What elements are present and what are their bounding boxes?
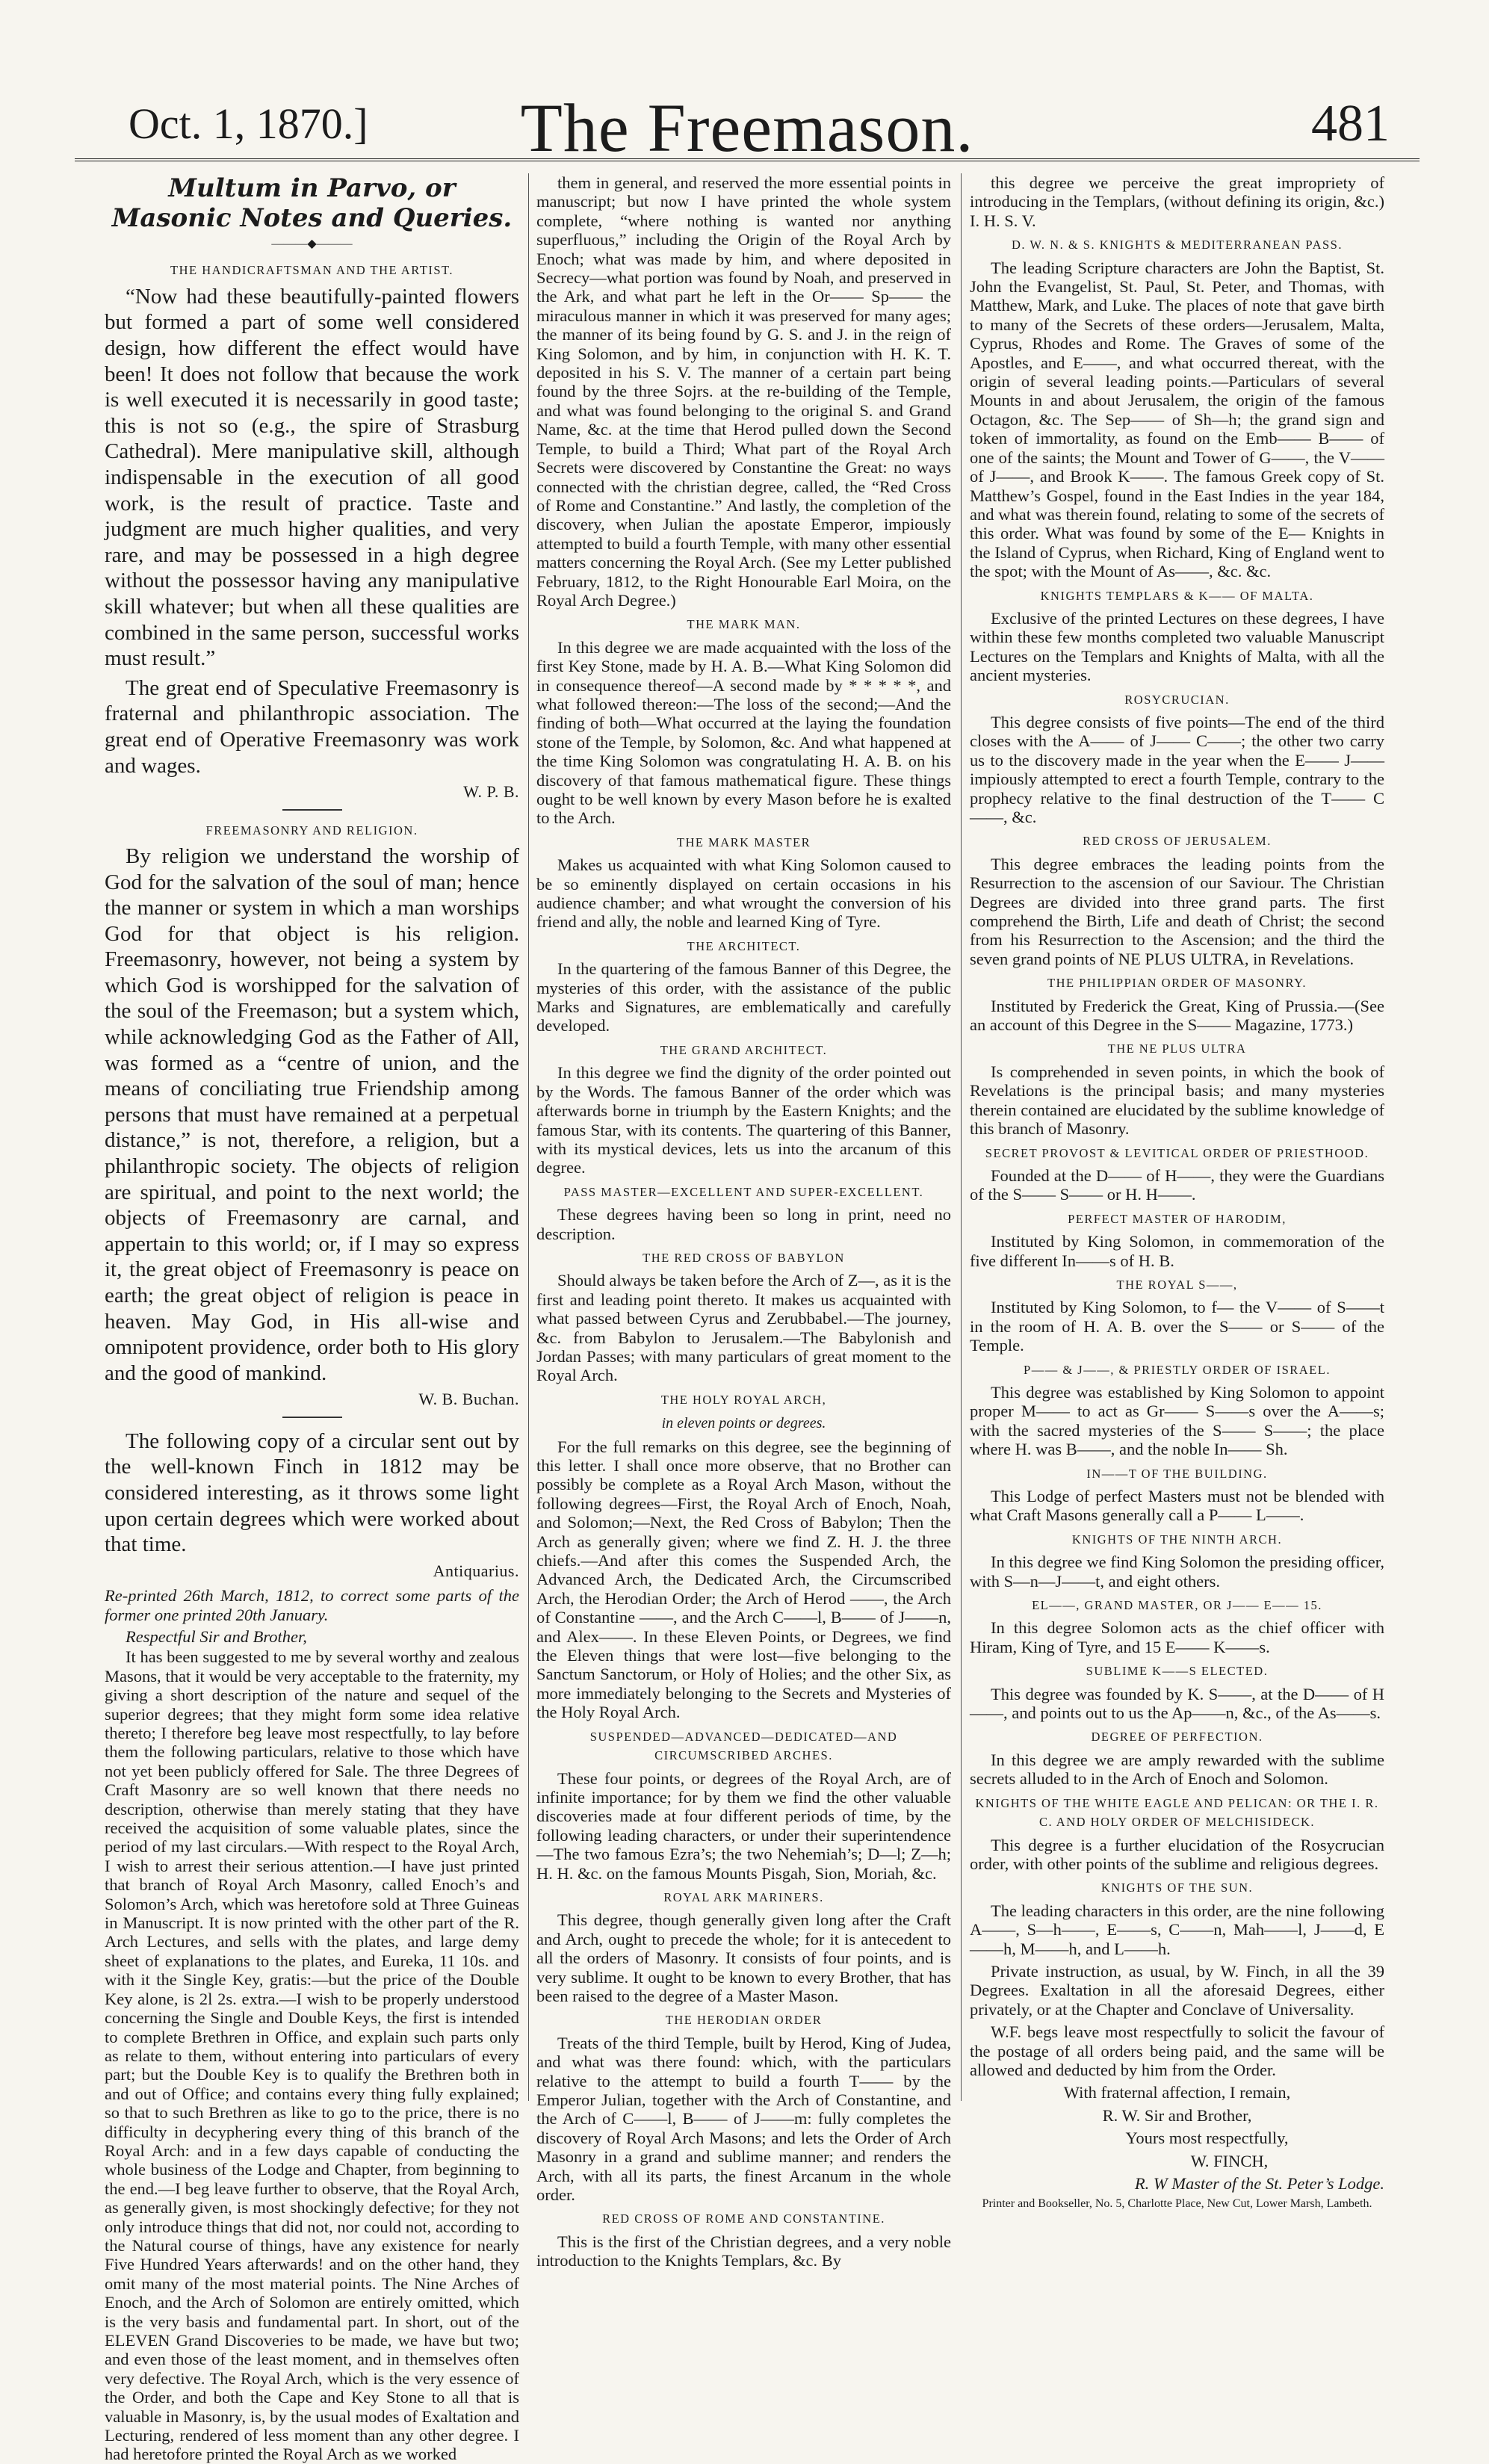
article-signature: W. P. B. bbox=[463, 782, 519, 802]
paragraph: W.F. begs leave most respectfully to solicit the favour of the postage of all orders being paid, and the same will be allowed and deducted by him from the Order. bbox=[970, 2022, 1384, 2079]
article-signature: W. B. Buchan. bbox=[418, 1390, 519, 1409]
paragraph: them in general, and reserved the more essential points in manuscript; but now I have printed the whole system complete, “where nothing is wanted nor anything superfluous,” including the Origin of the Royal Arch by Enoch; what was made by him, and where deposited in Secrecy—what portion was found by Noah, and preserved in the Ark, and what part he left in the Or—— Sp—— the miraculous manner in which it was preserved for many ages; the manner of its being found by G. S. and J. in the reign of King Solomon, and by him, in conjunction with H. K. T. deposited in his S. V. The manner of a certain part being found by the three Sojrs. at the re-building of the Temple, and what was found belonging to the original S. and Grand Name, &c. at the time that Herod pulled down the Second Temple, to build a Third; What part of the Royal Arch Secrets were discovered by Constantine the Great: no ways connected with the christian degree, called, the “Red Cross of Rome and Constantine.” And lastly, the completion of the discovery, when Julian the apostate Emperor, impiously attempted to build a fourth Temple, with many other essential matters concerning the Royal Arch. (See my Letter published February, 1812, to the Right Honourable Earl Moira, on the Royal Arch Degree.) bbox=[536, 173, 951, 610]
page-number: 481 bbox=[1311, 95, 1390, 152]
article-signature: Antiquarius. bbox=[433, 1561, 519, 1580]
paragraph: These four points, or degrees of the Royal Arch, are of infinite importance; for by them we find the other valuable discoveries made at four different periods of time, by the following leading characters, or under their superintendence—The two famous Ezra’s; the two Nehemiah’s; D—l; Z—h; H. H. &c. on the famous Mounts Pisgah, Sion, Moriah, &c. bbox=[536, 1768, 951, 1883]
paragraph: Is comprehended in seven points, in which the book of Revelations is the principal basis; and many mysteries therein contained are elucidated by the sublime knowledge of this branch of Masonry. bbox=[970, 1062, 1384, 1139]
reprint-note: Re-printed 26th March, 1812, to correct some parts of the former one printed 20th January. bbox=[105, 1586, 519, 1624]
degree-heading: D. W. N. & S. KNIGHTS & MEDITERRANEAN PASS. bbox=[1012, 238, 1343, 253]
paragraph: By religion we understand the worship of God for the salvation of the soul of man; hence the manner or system in which a man worships God for that object is his religion. Freemasonry, however, not being a system by which God is worshipped for the salvation of the soul of the Freemason; but a system which, while acknowledging God as the Father of All, was formed as a “centre of union, and the means of conciliating true Friendship among persons that must have remained at a perpetual distance,” is not, therefore, a religion, but a philanthropic society. The objects of religion are spiritual, and point to the next world; the objects of Freemasonry are carnal, and appertain to this world; or, if I may so express it, the great object of Freemasonry is peace on earth; the great object of religion is peace in heaven. May God, in His all-wise and omnipotent providence, order both to His glory and the good of mankind. bbox=[105, 843, 519, 1385]
degree-heading: IN——T OF THE BUILDING. bbox=[1086, 1466, 1268, 1481]
masthead bbox=[75, 69, 1420, 166]
paragraph: This degree was founded by K. S——, at the D—— of H——, and points out to us the Ap——n, &c., of the As——s. bbox=[970, 1684, 1384, 1723]
paragraph: Instituted by King Solomon, in commemoration of the five different In——s of H. B. bbox=[970, 1232, 1384, 1270]
paragraph: “Now had these beautifully-painted flowers but formed a part of some well considered design, how different the effect would have been! It does not follow that because the work is well executed it is necessarily in good taste; this is not so (e.g., the spire of Strasburg Cathedral). Mere manipulative skill, although indispensable in the execution of all good work, is the result of practice. Taste and judgment are much higher qualities, and very rare, and may be possessed in a high degree without the possessor having any manipulative skill whatever; but when all these qualities are combined in the same person, successful works must result.” bbox=[105, 284, 519, 671]
paragraph: In the quartering of the famous Banner of this Degree, the mysteries of this order, with the assistance of the public Marks and Signatures, are emblematically and carefully developed. bbox=[536, 959, 951, 1036]
paragraph: this degree we perceive the great impropriety of introducing in the Templars, (without defining its origin, &c.) I. H. S. V. bbox=[970, 173, 1384, 230]
paragraph: These degrees having been so long in print, need no description. bbox=[536, 1205, 951, 1243]
paragraph: This degree embraces the leading points from the Resurrection to the ascension of our Saviour. The Christian Degrees are divided into three grand parts. The first comprehend the Birth, Life and death of Christ; the second from his Resurrection to the Ascension; and the third the seven grand points of NE PLUS ULTRA, in Revelations. bbox=[970, 854, 1384, 968]
paragraph: In this degree we find the dignity of the order pointed out by the Words. The famous Banner of the order which was afterwards borne in triumph by the Eastern Knights; and the famous Star, with its contents. The quartering of this Banner, with its mystical devices, lets us into the arcanum of this degree. bbox=[536, 1063, 951, 1177]
paragraph: For the full remarks on this degree, see the beginning of this letter. I shall once more observe, that no Brother can possibly be complete as a Royal Arch Mason, without the following degrees—First, the Royal Arch of Enoch, Noah, and Solomon;—Next, the Red Cross of Babylon; Then the Arch as generally given; where we find Z. H. J. the three chiefs.—And after this comes the Suspended Arch, the Advanced Arch, the Dedicated Arch, the Circumscribed Arch, the Herodian Order; the Arch of Herod ——, the Arch of Constantine ——, and the Arch C——l, B—— of J——n, and Alex——. In these Eleven Points, or Degrees, we find the Eleven things that were lost—five belonging to the Sanctum Sanctorum, or Holy of Holies; and the other Six, as more immediately belonging to the Secrets and Mysteries of the Holy Royal Arch. bbox=[536, 1437, 951, 1722]
paragraph: Should always be taken before the Arch of Z—, as it is the first and leading point thereto. It makes us acquainted with what passed between Cyrus and Zerubbabel.—The journey, &c. from Babylon to Jerusalem.—The Babylonish and Jordan Passes; with many particulars of great moment to the Royal Arch. bbox=[536, 1271, 951, 1385]
degree-heading: SECRET PROVOST & LEVITICAL ORDER OF PRIESTHOOD. bbox=[985, 1145, 1369, 1160]
closing-signature: W. FINCH, bbox=[1190, 2151, 1269, 2170]
degree-heading: KNIGHTS OF THE NINTH ARCH. bbox=[1071, 1532, 1283, 1547]
divider bbox=[282, 1417, 342, 1418]
article-body bbox=[105, 1428, 519, 1558]
paragraph: Instituted by Frederick the Great, King of Prussia.—(See an account of this Degree in the S—— Magazine, 1773.) bbox=[970, 996, 1384, 1035]
degree-heading: THE MARK MAN. bbox=[687, 617, 801, 632]
degree-heading: KNIGHTS OF THE SUN. bbox=[1101, 1880, 1254, 1895]
column-rule bbox=[528, 173, 529, 2101]
paragraph: It has been suggested to me by several worthy and zealous Masons, that it would be very acceptable to the fraternity, my giving a short description of the nature and sequel of the superior degrees; that they might form some idea relative thereto; I therefore beg leave most respectfully, to lay before them the following particulars, relative to those which have not yet been publicly offered for Sale. The three Degrees of Craft Masonry are so well known that there needs no description, otherwise than merely stating that they have received the acquisition of some valuable plates, since the period of my last circulars.—With respect to the Royal Arch, I wish to arrest their serious attention.—I have just printed that branch of Royal Arch Masonry, called Enoch’s and Solomon’s Arch, which was heretofore sold at Three Guineas in Manuscript. It is now printed with the other part of the R. Arch Lectures, and sells with the plates, and large demy sheet of explanations to the plates, and Eureka, 11 10s. and with it the Single Key, gratis:—but the price of the Double Key alone, is 2l 2s. extra.—I wish to be properly understood concerning the Single and Double Keys, the first is intended to complete Brethren in Office, and explain such parts only as relate to them, without entering into particulars of every part; but the Double Key is to qualify the Brethren both in and out of Office; and contains every thing fully explained; so that to such Brethren as like to go to the price, there is no difficulty in decyphering every thing of this branch of the Royal Arch: and in a few days capable of conducting the whole business of the Lodge and Chapter, from beginning to the end.—I beg leave further to observe, that the Royal Arch, as generally given, is most shockingly defective; for they not only introduce things that did not, nor could not, according to the Natural course of things, have any existence for nearly Five Hundred Years afterwards! and on the other hand, they omit many of the most material points. The Nine Arches of Enoch, and the Arch of Solomon are entirely omitted, which is the very basis and fundamental part. In short, out of the ELEVEN Grand Discoveries to be made, we have but two; and even those of the least moment, and in themselves often very defective. The Royal Arch, which is the very essence of the Order, and both the Cape and Key Stone to all that is valuable in Masonry, is, by the usual modes of Exaltation and Lecturing, rendered of less moment than any other degree. I had heretofore printed the Royal Arch as we worked bbox=[105, 1647, 519, 2464]
paragraph: In this degree we are made acquainted with the loss of the first Key Stone, made by H. A. B.—What King Solomon did in consequence thereof—A second made by * * * * *, and what followed thereon:—The loss of the second;—And the finding of both—What occurred at the laying the foundation stone of the Temple, by Solomon, &c. And what happened at the time King Solomon was congratulating H. A. B. on his discovery of that famous mathematical figure. These things ought to be well known by every Mason before he is exalted to the Arch. bbox=[536, 637, 951, 828]
paragraph: This degree, though generally given long after the Craft and Arch, ought to precede the whole; for it is antecedent to all the orders of Masonry. It consists of four points, and is very sublime. It ought to be known to every Brother, that has been raised to the degree of a Master Mason. bbox=[536, 1910, 951, 2005]
degree-heading: THE ARCHITECT. bbox=[687, 938, 801, 953]
degree-heading: ROYAL ARK MARINERS. bbox=[663, 1889, 824, 1904]
paragraph: Makes us acquainted with what King Solomon caused to be so eminently displayed on certain occasions in his audience chamber; and what wrought the conversion of his friend and ally, the noble and learned King of Tyre. bbox=[536, 855, 951, 932]
paragraph: This Lodge of perfect Masters must not be blended with what Craft Masons generally call a P—— L——. bbox=[970, 1487, 1384, 1525]
paragraph: Private instruction, as usual, by W. Finch, in all the 39 Degrees. Exaltation in all the aforesaid Degrees, either privately, or at the Chapter and Conclave of Universality. bbox=[970, 1961, 1384, 2019]
degree-heading: THE NE PLUS ULTRA bbox=[1107, 1041, 1247, 1056]
paragraph: The leading Scripture characters are John the Baptist, St. John the Evangelist, St. Paul, St. Peter, and Thomas, with Matthew, Mark, and Luke. The places of note that gave birth to many of the Secrets of these orders—Jerusalem, Malta, Cyprus, Rhodes and Rome. The Graves of some of the Apostles, and E——, and what occurred thereat, with the origin of several leading points.—Particulars of several Mounts in and about Jerusalem, the origin of the famous Octagon, &c. The Sep—— of Sh—h; the grand sign and token of immortality, as found on the Emb—— B—— of one of the saints; the Mount and Tower of G——, the V—— of J——, and Brook K——. The famous Greek copy of St. Matthew’s Gospel, found in the East Indies in the year 184, and what was therein found, relating to some of the secrets of this order. What was found by some of the E— Knights in the Island of Cyprus, when Richard, King of England went to the spot; with the Mount of As——, &c. &c. bbox=[970, 258, 1384, 581]
article-body bbox=[105, 843, 519, 1386]
paragraph: This degree consists of five points—The end of the third closes with the A—— of J—— C——; the other two carry us to the discovery made in the year when the E—— J—— impiously attempted to erect a fourth Temple, contrary to the prophecy relative to the final destruction of the T—— C——, &c. bbox=[970, 712, 1384, 826]
paragraph: In this degree Solomon acts as the chief officer with Hiram, King of Tyre, and 15 E—— K——s. bbox=[970, 1618, 1384, 1656]
degree-heading: SUSPENDED—ADVANCED—DEDICATED—AND CIRCUMSCRIBED ARCHES. bbox=[589, 1729, 898, 1763]
degree-heading: DEGREE OF PERFECTION. bbox=[1091, 1730, 1263, 1745]
printer-imprint: Printer and Bookseller, No. 5, Charlotte Place, New Cut, Lower Marsh, Lambeth. bbox=[982, 2197, 1372, 2211]
paragraph: The leading characters in this order, are the nine following A——, S—h——, E——s, C——n, Mah——l, J——d, E——h, M——h, and L——h. bbox=[970, 1901, 1384, 1958]
degree-heading: EL——, GRAND MASTER, OR J—— E—— 15. bbox=[1032, 1598, 1322, 1613]
degree-heading: KNIGHTS TEMPLARS & K—— OF MALTA. bbox=[1040, 588, 1314, 603]
degree-heading: ROSYCRUCIAN. bbox=[1124, 692, 1230, 707]
column-2 bbox=[536, 173, 951, 2270]
divider bbox=[282, 809, 342, 811]
paragraph: This is the first of the Christian degrees, and a very noble introduction to the Knights Templars, &c. By bbox=[536, 2232, 951, 2270]
paragraph: The great end of Speculative Freemasonry is fraternal and philanthropic association. The great end of Operative Freemasonry was work and wages. bbox=[105, 675, 519, 778]
degree-heading: RED CROSS OF JERUSALEM. bbox=[1083, 834, 1272, 849]
degree-heading: P—— & J——, & PRIESTLY ORDER OF ISRAEL. bbox=[1024, 1362, 1331, 1377]
paragraph: Exclusive of the printed Lectures on these degrees, I have within these few months completed two valuable Manuscript Lectures on the Templars and Knights of Malta, with all the ancient mysteries. bbox=[970, 608, 1384, 685]
degree-heading: THE GRAND ARCHITECT. bbox=[660, 1042, 828, 1057]
degree-heading: RED CROSS OF ROME AND CONSTANTINE. bbox=[602, 2211, 885, 2226]
issue-date: Oct. 1, 1870.] bbox=[129, 99, 368, 148]
degree-heading: PASS MASTER—EXCELLENT AND SUPER-EXCELLENT. bbox=[563, 1184, 924, 1199]
column-1 bbox=[105, 173, 519, 2464]
article-heading: THE HANDICRAFTSMAN AND THE ARTIST. bbox=[170, 263, 453, 278]
closing-title: R. W Master of the St. Peter’s Lodge. bbox=[1134, 2174, 1384, 2193]
ornament-divider: ———◆——— bbox=[271, 238, 353, 250]
newspaper-title: The Freemason. bbox=[520, 90, 974, 166]
closing-line: Yours most respectfully, bbox=[1125, 2129, 1289, 2148]
degree-heading: THE PHILIPPIAN ORDER OF MASONRY. bbox=[1047, 976, 1307, 991]
degree-heading: THE ROYAL S——, bbox=[1116, 1277, 1238, 1292]
paragraph: This degree was established by King Solomon to appoint proper M—— to act as Gr—— S——s over the A——s; with the sacred mysteries of the S—— S——; the place where H. was B——, and the noble In—— Sh. bbox=[970, 1382, 1384, 1459]
paragraph: Founded at the D—— of H——, they were the Guardians of the S—— S—— or H. H——. bbox=[970, 1166, 1384, 1204]
article-heading: FREEMASONRY AND RELIGION. bbox=[205, 823, 418, 838]
paragraph: Treats of the third Temple, built by Herod, King of Judea, and what was there found: which, with the particulars relative to the attempt to build a fourth T—— by the Emperor Julian, together with the Arch of Constantine, and the Arch of C——l, B—— of J——m: fully completes the discovery of Royal Arch Masons; and lets the Order of Arch Masonry in a grand and sublime manner; and renders the Arch, with all its parts, the finest Arcanum in the whole order. bbox=[536, 2033, 951, 2205]
degree-heading: THE RED CROSS OF BABYLON bbox=[643, 1250, 845, 1265]
degree-subheading: in eleven points or degrees. bbox=[661, 1415, 826, 1432]
paragraph: The following copy of a circular sent out by the well-known Finch in 1812 may be considered interesting, as it throws some light upon certain degrees which were worked about that time. bbox=[105, 1428, 519, 1557]
salutation: Respectful Sir and Brother, bbox=[126, 1626, 307, 1646]
paragraph: In this degree we find King Solomon the presiding officer, with S—n—J——t, and eight others. bbox=[970, 1553, 1384, 1591]
paragraph: In this degree we are amply rewarded with the sublime secrets alluded to in the Arch of Enoch and Solomon. bbox=[970, 1750, 1384, 1789]
article-body bbox=[105, 284, 519, 778]
degree-heading: PERFECT MASTER OF HARODIM, bbox=[1068, 1211, 1287, 1226]
degree-heading: THE HOLY ROYAL ARCH, bbox=[660, 1392, 827, 1407]
degree-heading: KNIGHTS OF THE WHITE EAGLE AND PELICAN: OR THE I. R. C. AND HOLY ORDER OF MELCHISIDECK. bbox=[975, 1795, 1379, 1830]
degree-heading: SUBLIME K——S ELECTED. bbox=[1086, 1664, 1269, 1679]
paragraph: Instituted by King Solomon, to f— the V—— of S——t in the room of H. A. B. over the S—— or S—— of the Temple. bbox=[970, 1298, 1384, 1355]
degree-heading: THE MARK MASTER bbox=[676, 835, 811, 849]
degree-heading: THE HERODIAN ORDER bbox=[665, 2013, 823, 2028]
column-rule bbox=[961, 173, 962, 2101]
paragraph: This degree is a further elucidation of the Rosycrucian order, with other points of the sublime and religious degrees. bbox=[970, 1835, 1384, 1873]
column-3 bbox=[970, 173, 1384, 2211]
section-title: Multum in Parvo, or Masonic Notes and Queries. bbox=[111, 173, 513, 233]
closing-line: R. W. Sir and Brother, bbox=[1102, 2105, 1252, 2125]
closing-line: With fraternal affection, I remain, bbox=[1063, 2083, 1291, 2102]
